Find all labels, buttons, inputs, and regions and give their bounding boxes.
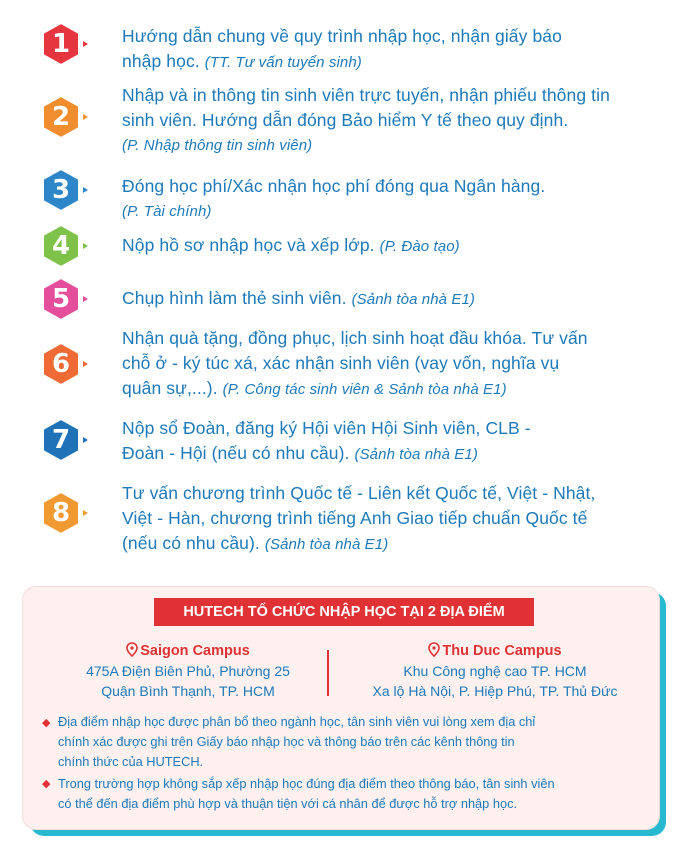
step-department: (P. Tài chính) bbox=[122, 203, 212, 220]
hexagon-badge-icon bbox=[40, 168, 88, 212]
campus-address-line: Quận Bình Thạnh, TP. HCM bbox=[101, 683, 275, 699]
step-number: 6 bbox=[51, 349, 71, 379]
step-department: (P. Công tác sinh viên & Sảnh tòa nhà E1) bbox=[222, 381, 507, 398]
step-number: 3 bbox=[51, 175, 71, 205]
step-department: (Sảnh tòa nhà E1) bbox=[351, 291, 476, 308]
step-text: Nhập và in thông tin sinh viên trực tuyến, nhận phiếu thông tin sinh viên. Hướng dẫn đóng Bảo hiểm Y tế theo quy định. (P. Nhập thông tin sinh viên) bbox=[122, 83, 657, 158]
hexagon-badge-icon bbox=[40, 342, 88, 386]
panel-note-2: Trong trường hợp không sắp xếp nhập học đúng địa điểm theo thông báo, tân sinh viên có thể đến địa điểm phù hợp và thuận tiện với cá nhân để được hỗ trợ nhập học. bbox=[58, 776, 555, 811]
step-text: Hướng dẫn chung về quy trình nhập học, nhận giấy báo nhập học. (TT. Tư vấn tuyển sinh) bbox=[122, 26, 562, 71]
campus-address-line: 475A Điện Biên Phủ, Phường 25 bbox=[86, 663, 290, 679]
hexagon-badge-icon bbox=[40, 418, 88, 462]
hexagon-badge-icon bbox=[40, 95, 88, 139]
step-text: Nộp hồ sơ nhập học và xếp lớp. (P. Đào tạo) bbox=[122, 235, 460, 255]
step-text: Chụp hình làm thẻ sinh viên. (Sảnh tòa nhà E1) bbox=[122, 288, 476, 308]
map-pin-icon bbox=[428, 642, 440, 657]
campus-thuduc bbox=[345, 641, 645, 701]
hexagon-badge-icon bbox=[40, 491, 88, 535]
campus-name: Saigon Campus bbox=[140, 643, 250, 659]
step-number: 2 bbox=[51, 102, 71, 132]
step-department: (P. Đào tạo) bbox=[379, 238, 460, 255]
campus-address-line: Xa lộ Hà Nội, P. Hiệp Phú, TP. Thủ Đức bbox=[372, 683, 618, 699]
step-department: (P. Nhập thông tin sinh viên) bbox=[122, 137, 313, 154]
campus-saigon bbox=[38, 641, 338, 701]
step-number: 4 bbox=[51, 231, 71, 261]
campus-address-line: Khu Công nghệ cao TP. HCM bbox=[403, 663, 587, 679]
step-number: 5 bbox=[51, 284, 71, 314]
step-number: 8 bbox=[51, 498, 71, 528]
campus-divider bbox=[327, 650, 329, 696]
campus-name: Thu Duc Campus bbox=[442, 643, 562, 659]
step-department: (Sảnh tòa nhà E1) bbox=[354, 446, 478, 463]
step-department: (TT. Tư vấn tuyển sinh) bbox=[204, 54, 362, 71]
hexagon-badge-icon bbox=[40, 22, 88, 66]
map-pin-icon bbox=[126, 642, 138, 657]
panel-title: HUTECH TỔ CHỨC NHẬP HỌC TẠI 2 ĐỊA ĐIỂM bbox=[154, 598, 534, 626]
step-text: Tư vấn chương trình Quốc tế - Liên kết Quốc tế, Việt - Nhật, Việt - Hàn, chương trình tiếng Anh Giao tiếp chuẩn Quốc tế (nếu có nhu cầu). (Sảnh tòa nhà E1) bbox=[122, 483, 596, 553]
step-number: 1 bbox=[51, 29, 71, 59]
bullet-diamond-icon: ◆ bbox=[42, 778, 51, 790]
step-text: Nộp sổ Đoàn, đăng ký Hội viên Hội Sinh viên, CLB - Đoàn - Hội (nếu có nhu cầu). (Sảnh tòa nhà E1) bbox=[122, 418, 531, 463]
bullet-diamond-icon: ◆ bbox=[42, 717, 51, 729]
hexagon-badge-icon bbox=[40, 224, 88, 268]
panel-note-1: Địa điểm nhập học được phân bổ theo ngành học, tân sinh viên vui lòng xem địa chỉ chính xác được ghi trên Giấy báo nhập học và thông báo trên các kênh thông tin chính thức của HUTECH. bbox=[58, 714, 536, 769]
step-number: 7 bbox=[51, 425, 71, 455]
step-text: Nhận quà tặng, đồng phục, lịch sinh hoạt đầu khóa. Tư vấn chỗ ở - ký túc xá, xác nhận sinh viên (vay vốn, nghĩa vụ quân sự,...). (P. Công tác sinh viên & Sảnh tòa nhà E1) bbox=[122, 328, 588, 398]
hexagon-badge-icon bbox=[40, 277, 88, 321]
step-department: (Sảnh tòa nhà E1) bbox=[264, 536, 389, 553]
step-text: Đóng học phí/Xác nhận học phí đóng qua Ngân hàng. (P. Tài chính) bbox=[122, 174, 657, 224]
